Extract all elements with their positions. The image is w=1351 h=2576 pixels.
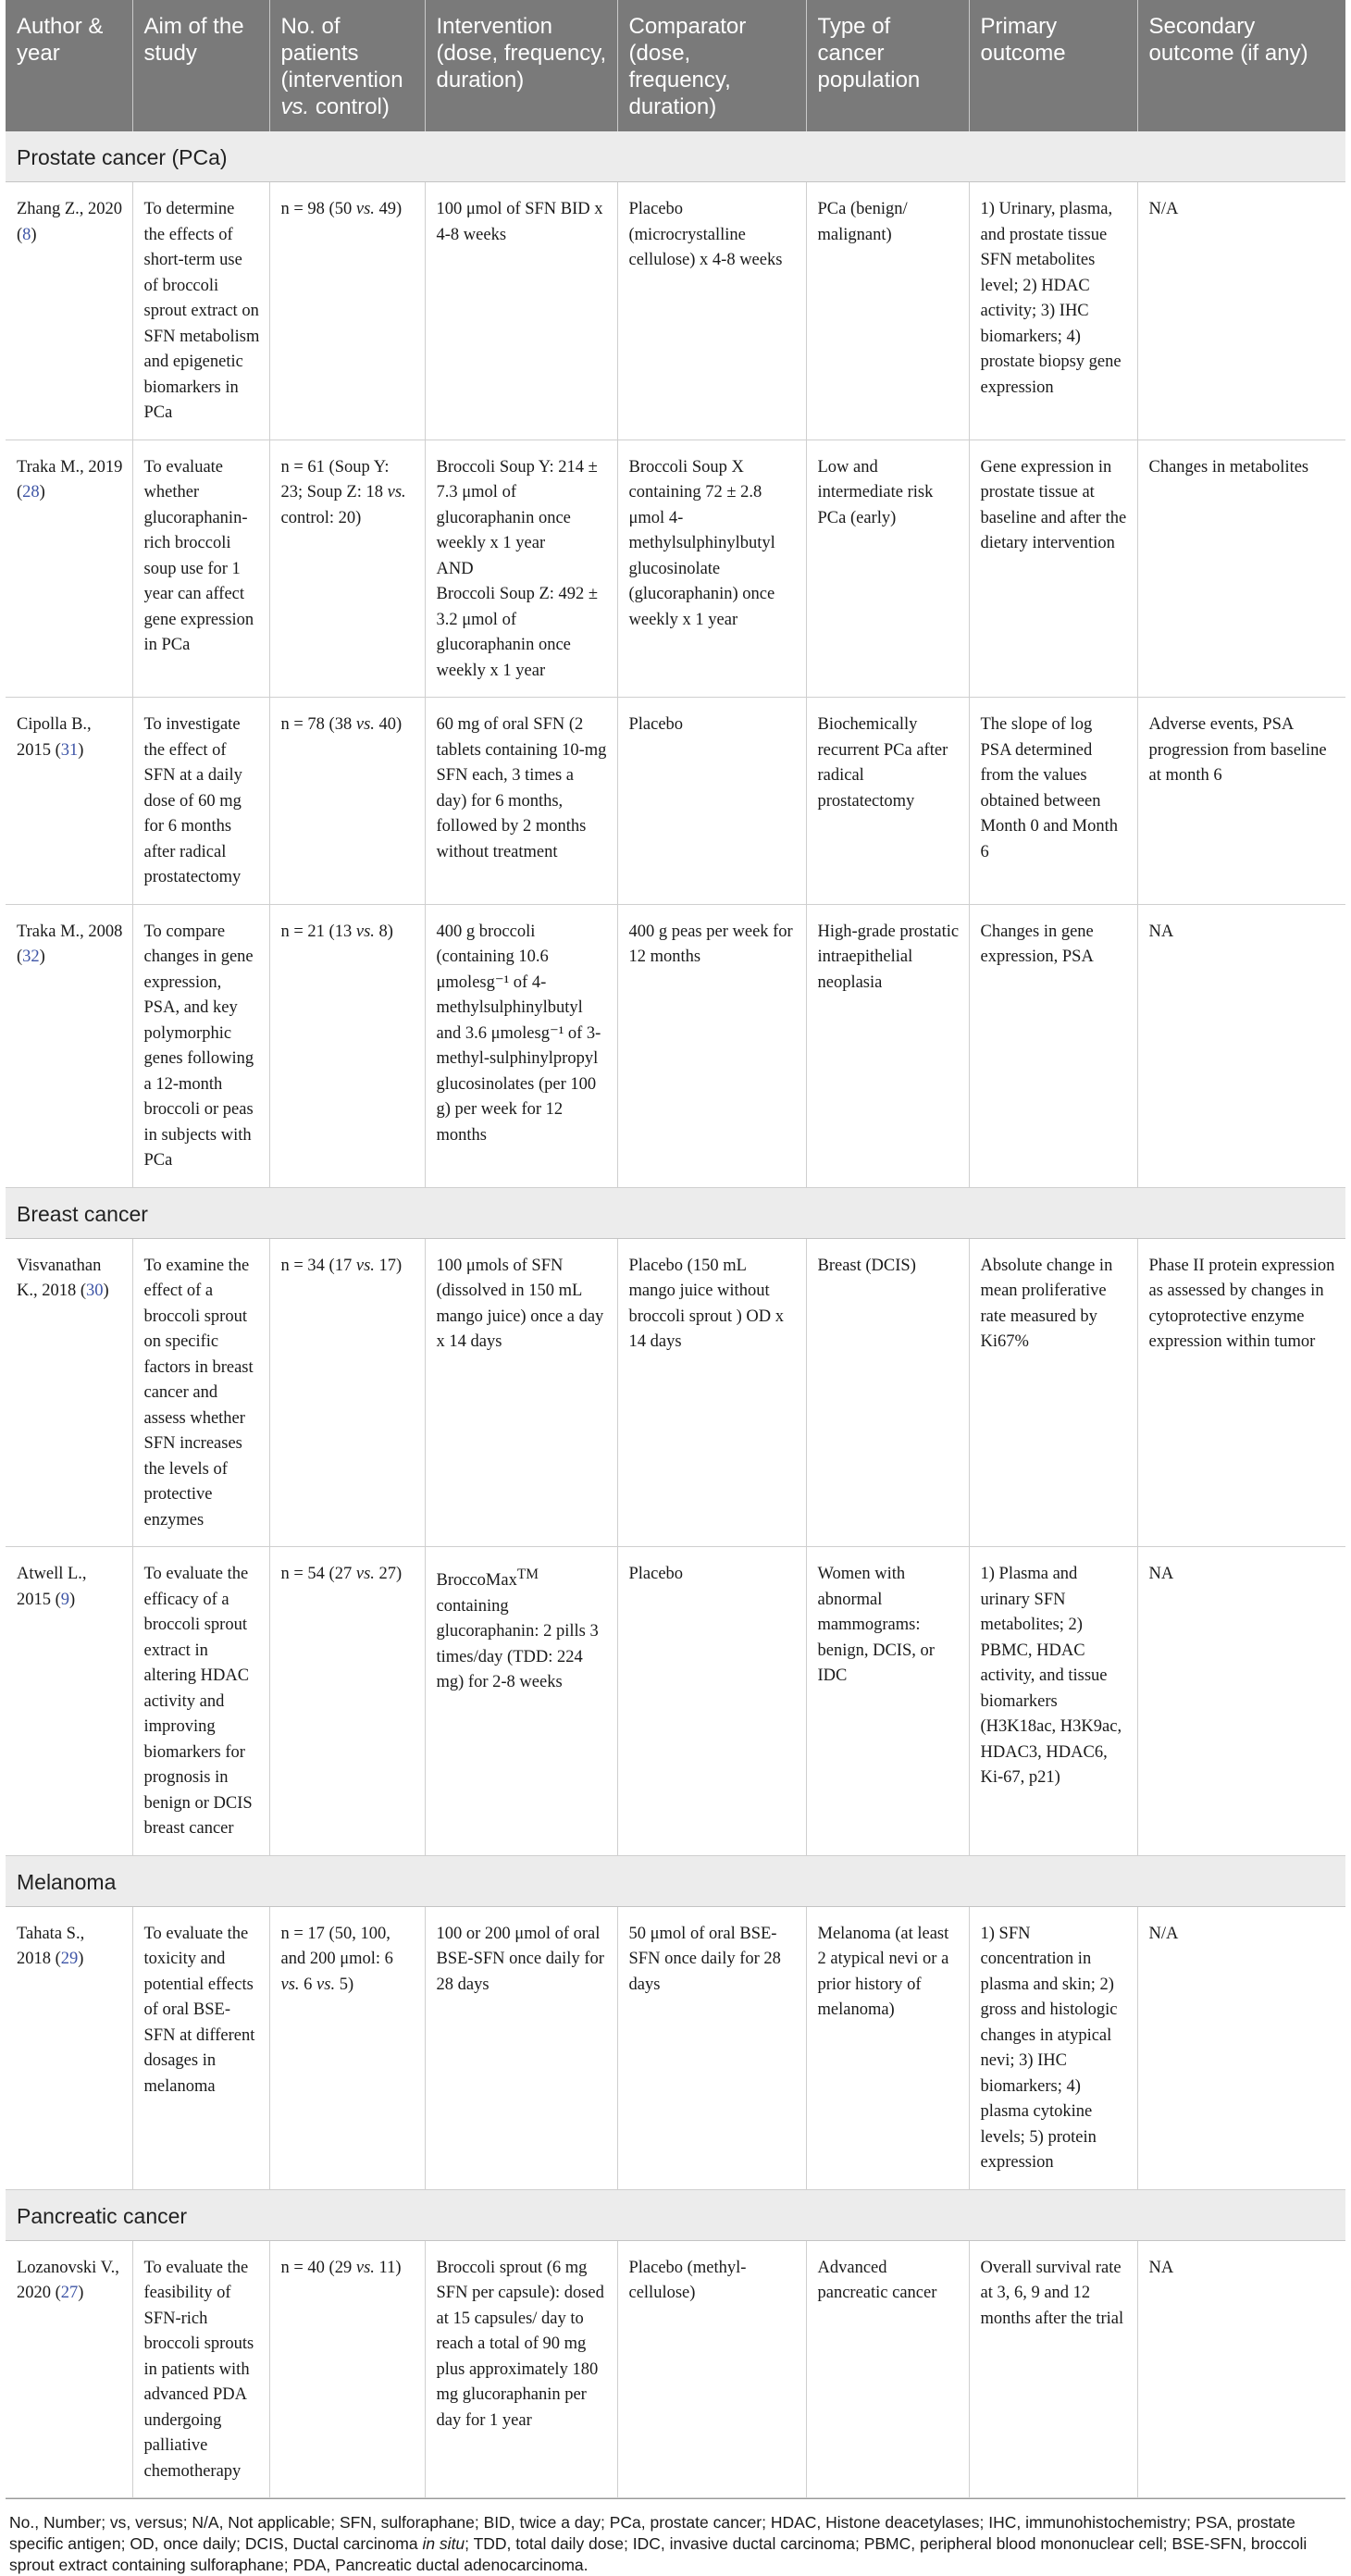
cell-comparator: Broccoli Soup X containing 72 ± 2.8 μmol 4-methylsulphinylbutyl glucosinolate (glucoraphanin) once weekly x 1 year (617, 440, 806, 698)
author-text: Atwell L., 2015 (17, 1565, 87, 1609)
text-segment: 8) (374, 922, 393, 941)
cell-intervention: 100 or 200 μmol of oral BSE-SFN once daily for 28 days (425, 1906, 617, 2189)
cell-aim: To evaluate the efficacy of a broccoli sprout extract in altering HDAC activity and improving biomarkers for prognosis in benign or DCIS breast cancer (132, 1547, 269, 1856)
text-segment: n = 98 (50 (280, 200, 356, 218)
ref-open: ( (51, 2284, 61, 2302)
trademark-sup: TM (516, 1567, 539, 1582)
text-segment: control: 20) (280, 508, 362, 527)
cell-patients (269, 2240, 425, 2498)
ref-open: ( (76, 1282, 87, 1300)
reference-link[interactable]: 28 (22, 483, 40, 502)
header-intervention: Intervention (dose, frequency, duration) (425, 0, 617, 131)
header-author: Author & year (6, 0, 132, 131)
text-segment: n = 21 (13 (280, 922, 356, 941)
text-segment: 27) (374, 1565, 403, 1583)
intervention-rest: containing glucoraphanin: 2 pills 3 times/day (TDD: 224 mg) for 2-8 weeks (436, 1596, 599, 1692)
table-row (6, 2240, 1345, 2498)
section-row (6, 1855, 1345, 1906)
cell-primary-outcome: Changes in gene expression, PSA (969, 904, 1137, 1187)
cell-intervention: 60 mg of oral SFN (2 tablets containing 10-mg SFN each, 3 times a day) for 6 months, followed by 2 months without treatment (425, 698, 617, 905)
table-row (6, 904, 1345, 1187)
text-segment: 11) (374, 2258, 402, 2277)
cell-intervention: 100 μmol of SFN BID x 4-8 weeks (425, 182, 617, 440)
ref-close: ) (31, 225, 37, 244)
cell-population: PCa (benign/ malignant) (806, 182, 969, 440)
vs-italic: vs. (355, 2258, 375, 2277)
cell-primary-outcome: 1) Urinary, plasma, and prostate tissue SFN metabolites level; 2) HDAC activity; 3) IHC biomarkers; 4) prostate biopsy gene expression (969, 182, 1137, 440)
author-text: Visvanathan K., 2018 (17, 1256, 102, 1300)
section-row (6, 2189, 1345, 2240)
section-title: Melanoma (6, 1855, 1345, 1906)
intervention-line: Broccoli Soup Z: 492 ± 3.2 μmol of glucoraphanin once weekly x 1 year (436, 585, 599, 680)
cell-aim: To compare changes in gene expression, PSA, and key polymorphic genes following a 12-month broccoli or peas in subjects with PCa (132, 904, 269, 1187)
cell-patients (269, 1906, 425, 2189)
text-segment: 40) (374, 715, 403, 734)
cell-population: Biochemically recurrent PCa after radical prostatectomy (806, 698, 969, 905)
cell-intervention (425, 440, 617, 698)
cell-comparator: Placebo (microcrystalline cellulose) x 4-8 weeks (617, 182, 806, 440)
header-patients-vs: vs. (280, 94, 310, 119)
vs-italic: vs. (355, 922, 375, 941)
cell-author (6, 1547, 132, 1856)
cell-primary-outcome: 1) SFN concentration in plasma and skin; 2) gross and histologic changes in atypical nevi; 3) IHC biomarkers; 4) plasma cytokine levels; 5) protein expression (969, 1906, 1137, 2189)
cell-aim: To evaluate whether glucoraphanin-rich broccoli soup use for 1 year can affect gene expression in PCa (132, 440, 269, 698)
cell-secondary-outcome: NA (1137, 2240, 1345, 2498)
cell-aim: To determine the effects of short-term use of broccoli sprout extract on SFN metabolism and epigenetic biomarkers in PCa (132, 182, 269, 440)
cell-comparator: 400 g peas per week for 12 months (617, 904, 806, 1187)
ref-close: ) (39, 947, 45, 966)
text-segment: n = 40 (29 (280, 2258, 356, 2277)
cell-aim: To evaluate the toxicity and potential effects of oral BSE-SFN at different dosages in melanoma (132, 1906, 269, 2189)
author-text: Cipolla B., 2015 (17, 715, 92, 760)
cell-author (6, 904, 132, 1187)
text-segment: n = 34 (17 (280, 1256, 356, 1275)
cell-primary-outcome: Overall survival rate at 3, 6, 9 and 12 months after the trial (969, 2240, 1137, 2498)
header-comparator: Comparator (dose, frequency, duration) (617, 0, 806, 131)
vs-italic: vs. (387, 483, 406, 502)
table-row (6, 440, 1345, 698)
table-row (6, 182, 1345, 440)
cell-primary-outcome: 1) Plasma and urinary SFN metabolites; 2) PBMC, HDAC activity, and tissue biomarkers (H3K18ac, H3K9ac, HDAC3, HDAC6, Ki-67, p21) (969, 1547, 1137, 1856)
footnote-part1: No., Number; vs, versus; N/A, Not applicable; SFN, sulforaphane; BID, twice a day; PCa, prostate cancer; HDAC, Histone deacetylases; IHC, immunohistochemistry; PSA, prostate specific antigen; OD, once daily; DCIS, Ductal carcinoma (9, 2513, 1295, 2553)
cell-secondary-outcome: NA (1137, 1547, 1345, 1856)
vs-italic: vs. (355, 715, 375, 734)
cell-secondary-outcome: Changes in metabolites (1137, 440, 1345, 698)
text-segment: n = 54 (27 (280, 1565, 356, 1583)
cell-patients (269, 440, 425, 698)
footnote (6, 2499, 1345, 2576)
ref-close: ) (78, 740, 84, 760)
cell-author (6, 440, 132, 698)
cell-population: Women with abnormal mammograms: benign, DCIS, or IDC (806, 1547, 969, 1856)
table-row (6, 1906, 1345, 2189)
section-row (6, 1187, 1345, 1238)
cell-population: Advanced pancreatic cancer (806, 2240, 969, 2498)
header-patients-b: control) (309, 94, 390, 119)
vs-italic: vs. (316, 1975, 336, 1994)
text-segment: 49) (374, 200, 403, 218)
cell-comparator: 50 μmol of oral BSE-SFN once daily for 28 days (617, 1906, 806, 2189)
ref-close: ) (103, 1282, 109, 1300)
brand-text: BroccoMax (436, 1571, 517, 1591)
text-segment: n = 17 (50, 100, and 200 μmol: 6 (280, 1924, 393, 1968)
cell-secondary-outcome: N/A (1137, 1906, 1345, 2189)
cell-comparator: Placebo (150 mL mango juice without broccoli sprout ) OD x 14 days (617, 1238, 806, 1547)
cell-primary-outcome: The slope of log PSA determined from the values obtained between Month 0 and Month 6 (969, 698, 1137, 905)
header-primary: Primary outcome (969, 0, 1137, 131)
studies-table (6, 0, 1345, 2498)
cell-population: High-grade prostatic intraepithelial neoplasia (806, 904, 969, 1187)
table-row (6, 1547, 1345, 1856)
cell-comparator: Placebo (617, 1547, 806, 1856)
cell-author (6, 698, 132, 905)
cell-author (6, 182, 132, 440)
cell-primary-outcome: Absolute change in mean proliferative rate measured by Ki67% (969, 1238, 1137, 1547)
cell-secondary-outcome: Phase II protein expression as assessed by changes in cytoprotective enzyme expression within tumor (1137, 1238, 1345, 1547)
intervention-line: Broccoli Soup Y: 214 ± 7.3 μmol of glucoraphanin once weekly x 1 year (436, 457, 598, 552)
cell-patients (269, 904, 425, 1187)
section-row (6, 131, 1345, 182)
reference-link[interactable]: 30 (86, 1282, 104, 1300)
section-title: Pancreatic cancer (6, 2189, 1345, 2240)
section-title: Breast cancer (6, 1187, 1345, 1238)
reference-link[interactable]: 8 (22, 225, 31, 244)
cell-primary-outcome: Gene expression in prostate tissue at baseline and after the dietary intervention (969, 440, 1137, 698)
footnote-part2: ; TDD, total daily dose; IDC, invasive ductal carcinoma; PBMC, peripheral blood mononuclear cell; BSE-SFN, broccoli sprout extract containing sulforaphane; PDA, Pancreatic ductal adenocarcinoma. (9, 2534, 1308, 2574)
vs-italic: vs. (355, 200, 375, 218)
header-population: Type of cancer population (806, 0, 969, 131)
table-body (6, 131, 1345, 2498)
cell-author (6, 2240, 132, 2498)
ref-open: ( (17, 225, 23, 244)
cell-aim: To evaluate the feasibility of SFN-rich broccoli sprouts in patients with advanced PDA undergoing palliative chemotherapy (132, 2240, 269, 2498)
text-segment: 17) (374, 1256, 403, 1275)
header-aim: Aim of the study (132, 0, 269, 131)
table-row (6, 698, 1345, 905)
cell-patients (269, 698, 425, 905)
ref-close: ) (39, 483, 45, 502)
header-patients (269, 0, 425, 131)
ref-open: ( (51, 740, 61, 760)
cell-comparator: Placebo (617, 698, 806, 905)
cell-population: Low and intermediate risk PCa (early) (806, 440, 969, 698)
reference-link[interactable]: 9 (60, 1590, 70, 1609)
cell-patients (269, 1547, 425, 1856)
vs-italic: vs. (355, 1565, 375, 1583)
cell-aim: To investigate the effect of SFN at a daily dose of 60 mg for 6 months after radical prostatectomy (132, 698, 269, 905)
cell-intervention: 100 μmols of SFN (dissolved in 150 mL mango juice) once a day x 14 days (425, 1238, 617, 1547)
text-segment: n = 78 (38 (280, 715, 356, 734)
cell-patients (269, 1238, 425, 1547)
cell-comparator: Placebo (methyl-cellulose) (617, 2240, 806, 2498)
text-segment: n = 61 (Soup Y: 23; Soup Z: 18 (280, 457, 390, 502)
ref-close: ) (78, 2284, 84, 2302)
header-row (6, 0, 1345, 131)
ref-open: ( (51, 1950, 61, 1968)
intervention-line: AND (436, 559, 474, 578)
text-segment: 6 (299, 1975, 317, 1994)
cell-secondary-outcome: N/A (1137, 182, 1345, 440)
ref-close: ) (78, 1950, 84, 1968)
reference-link[interactable]: 27 (60, 2284, 79, 2302)
cell-secondary-outcome: Adverse events, PSA progression from baseline at month 6 (1137, 698, 1345, 905)
ref-open: ( (51, 1590, 61, 1609)
cell-intervention (425, 1547, 617, 1856)
ref-open: ( (17, 483, 23, 502)
table-row (6, 1238, 1345, 1547)
cell-patients (269, 182, 425, 440)
ref-open: ( (17, 947, 23, 966)
vs-italic: vs. (280, 1975, 300, 1994)
text-segment: 5) (335, 1975, 354, 1994)
reference-link[interactable]: 32 (22, 947, 40, 966)
reference-link[interactable]: 31 (60, 740, 79, 760)
cell-aim: To examine the effect of a broccoli sprout on specific factors in breast cancer and assess whether SFN increases the levels of protective enzymes (132, 1238, 269, 1547)
cell-population: Melanoma (at least 2 atypical nevi or a prior history of melanoma) (806, 1906, 969, 2189)
footnote-italic: in situ (422, 2534, 465, 2553)
header-secondary: Secondary outcome (if any) (1137, 0, 1345, 131)
author-text: Tahata S., 2018 (17, 1924, 85, 1968)
author-text: Traka M., 2019 (17, 457, 123, 477)
cell-intervention: Broccoli sprout (6 mg SFN per capsule): dosed at 15 capsules/ day to reach a total of 90 mg plus approximately 180 mg glucoraphanin per day for 1 year (425, 2240, 617, 2498)
author-text: Lozanovski V., 2020 (17, 2258, 119, 2302)
author-text: Zhang Z., 2020 (17, 200, 123, 218)
cell-population: Breast (DCIS) (806, 1238, 969, 1547)
author-text: Traka M., 2008 (17, 922, 123, 941)
ref-close: ) (69, 1590, 76, 1609)
cell-secondary-outcome: NA (1137, 904, 1345, 1187)
section-title: Prostate cancer (PCa) (6, 131, 1345, 182)
cell-author (6, 1906, 132, 2189)
cell-author (6, 1238, 132, 1547)
reference-link[interactable]: 29 (60, 1950, 79, 1968)
vs-italic: vs. (355, 1256, 375, 1275)
cell-intervention: 400 g broccoli (containing 10.6 μmolesg⁻¹ of 4-methylsulphinylbutyl and 3.6 μmolesg⁻¹ of 3-methyl-sulphinylpropyl glucosinolates (per 100 g) per week for 12 months (425, 904, 617, 1187)
header-patients-a: No. of patients (intervention (280, 14, 403, 93)
